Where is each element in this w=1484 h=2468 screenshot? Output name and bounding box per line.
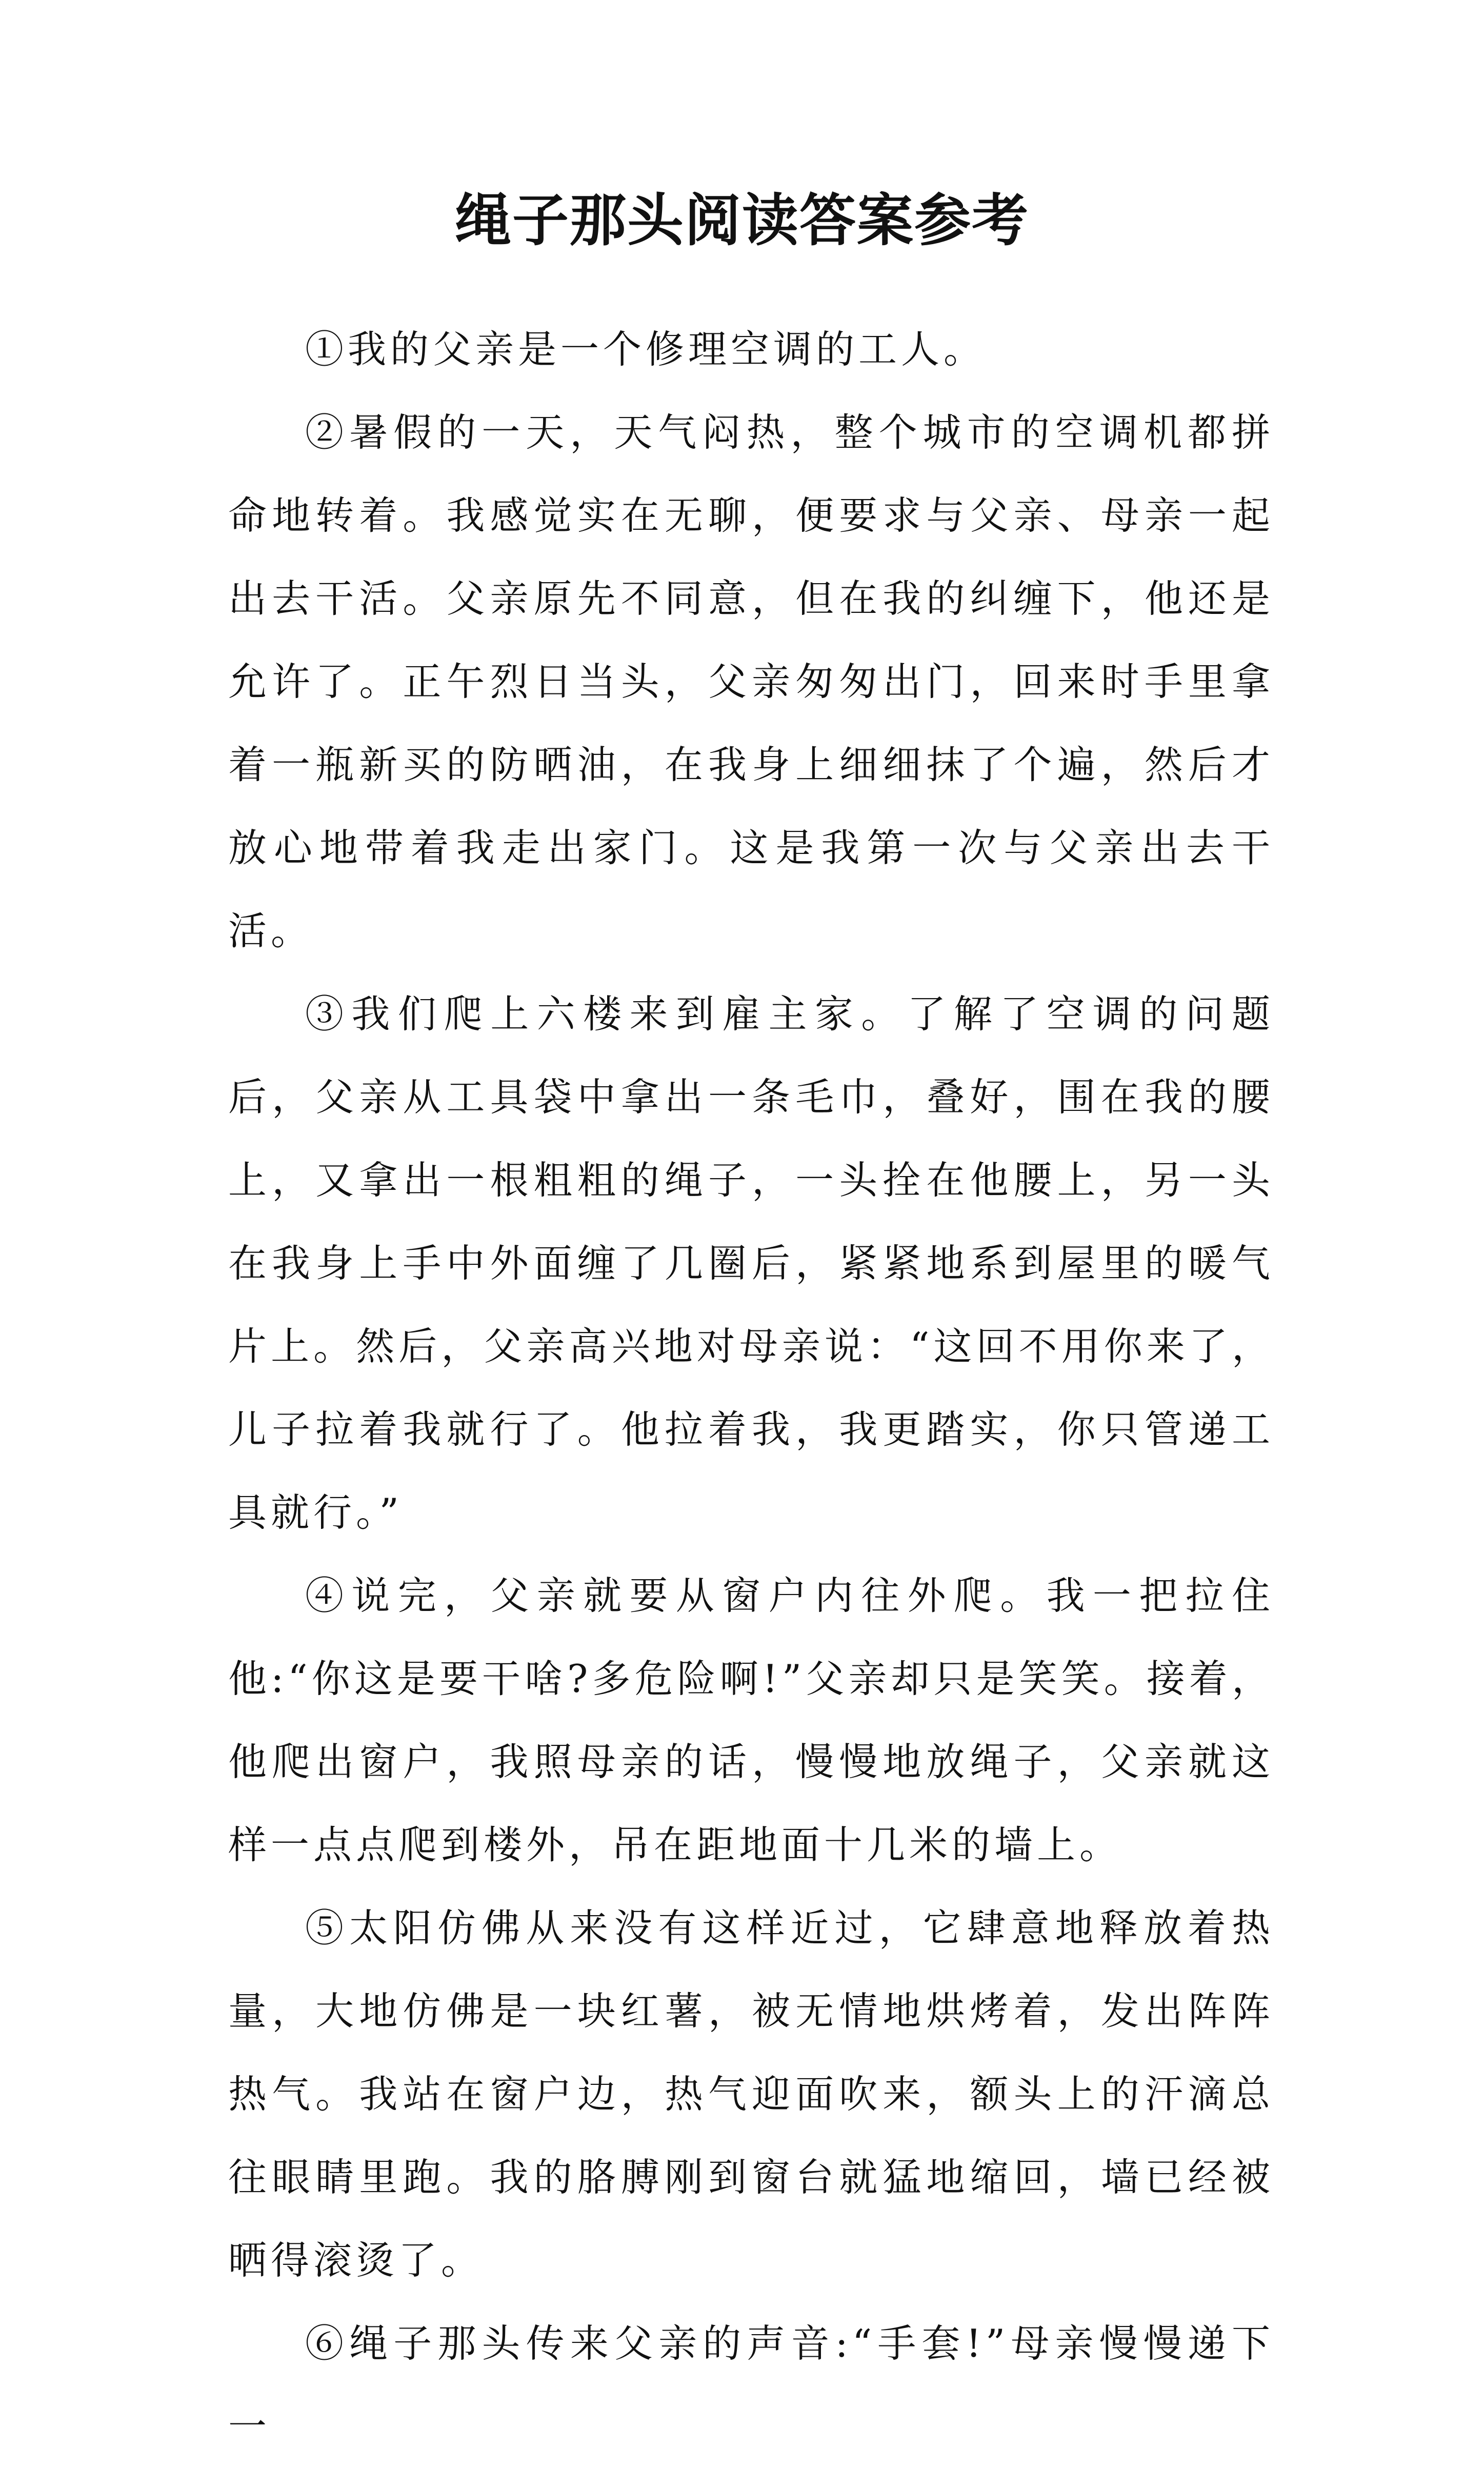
- paragraph-3: ③我们爬上六楼来到雇主家。了解了空调的问题后，父亲从工具袋中拿出一条毛巾，叠好，围在我的腰上，又拿出一根粗粗的绳子，一头拴在他腰上，另一头在我身上手中外面缠了几圈后，紧紧地系到屋里的暖气片上。然后，父亲高兴地对母亲说：“这回不用你来了，儿子拉着我就行了。他拉着我，我更踏实，你只管递工具就行。”: [228, 991, 1274, 1535]
- paragraph-2: ②暑假的一天，天气闷热，整个城市的空调机都拼命地转着。我感觉实在无聊，便要求与父亲、母亲一起出去干活。父亲原先不同意，但在我的纠缠下，他还是允许了。正午烈日当头，父亲匆匆出门，回来时手里拿着一瓶新买的防晒油，在我身上细细抹了个遍，然后才放心地带着我走出家门。这是我第一次与父亲出去干活。: [228, 410, 1274, 953]
- document-title: 绳子那头阅读答案参考: [455, 187, 1029, 253]
- paragraph-6: ⑥绳子那头传来父亲的声音:“手套!”母亲慢慢递下一: [228, 2321, 1274, 2449]
- paragraph-5: ⑤太阳仿佛从来没有这样近过，它肆意地释放着热量，大地仿佛是一块红薯，被无情地烘烤着，发出阵阵热气。我站在窗户边，热气迎面吹来，额头上的汗滴总往眼睛里跑。我的胳膊刚到窗台就猛地缩回，墙已经被晒得滚烫了。: [228, 1905, 1274, 2283]
- document-body: [228, 308, 1274, 2468]
- paragraph-4: ④说完，父亲就要从窗户内往外爬。我一把拉住他:“你这是要干啥?多危险啊!”父亲却只是笑笑。接着，他爬出窗户，我照母亲的话，慢慢地放绳子，父亲就这样一点点爬到楼外，吊在距地面十几米的墙上。: [228, 1573, 1274, 1867]
- paragraph-1: ①我的父亲是一个修理空调的工人。: [305, 327, 987, 372]
